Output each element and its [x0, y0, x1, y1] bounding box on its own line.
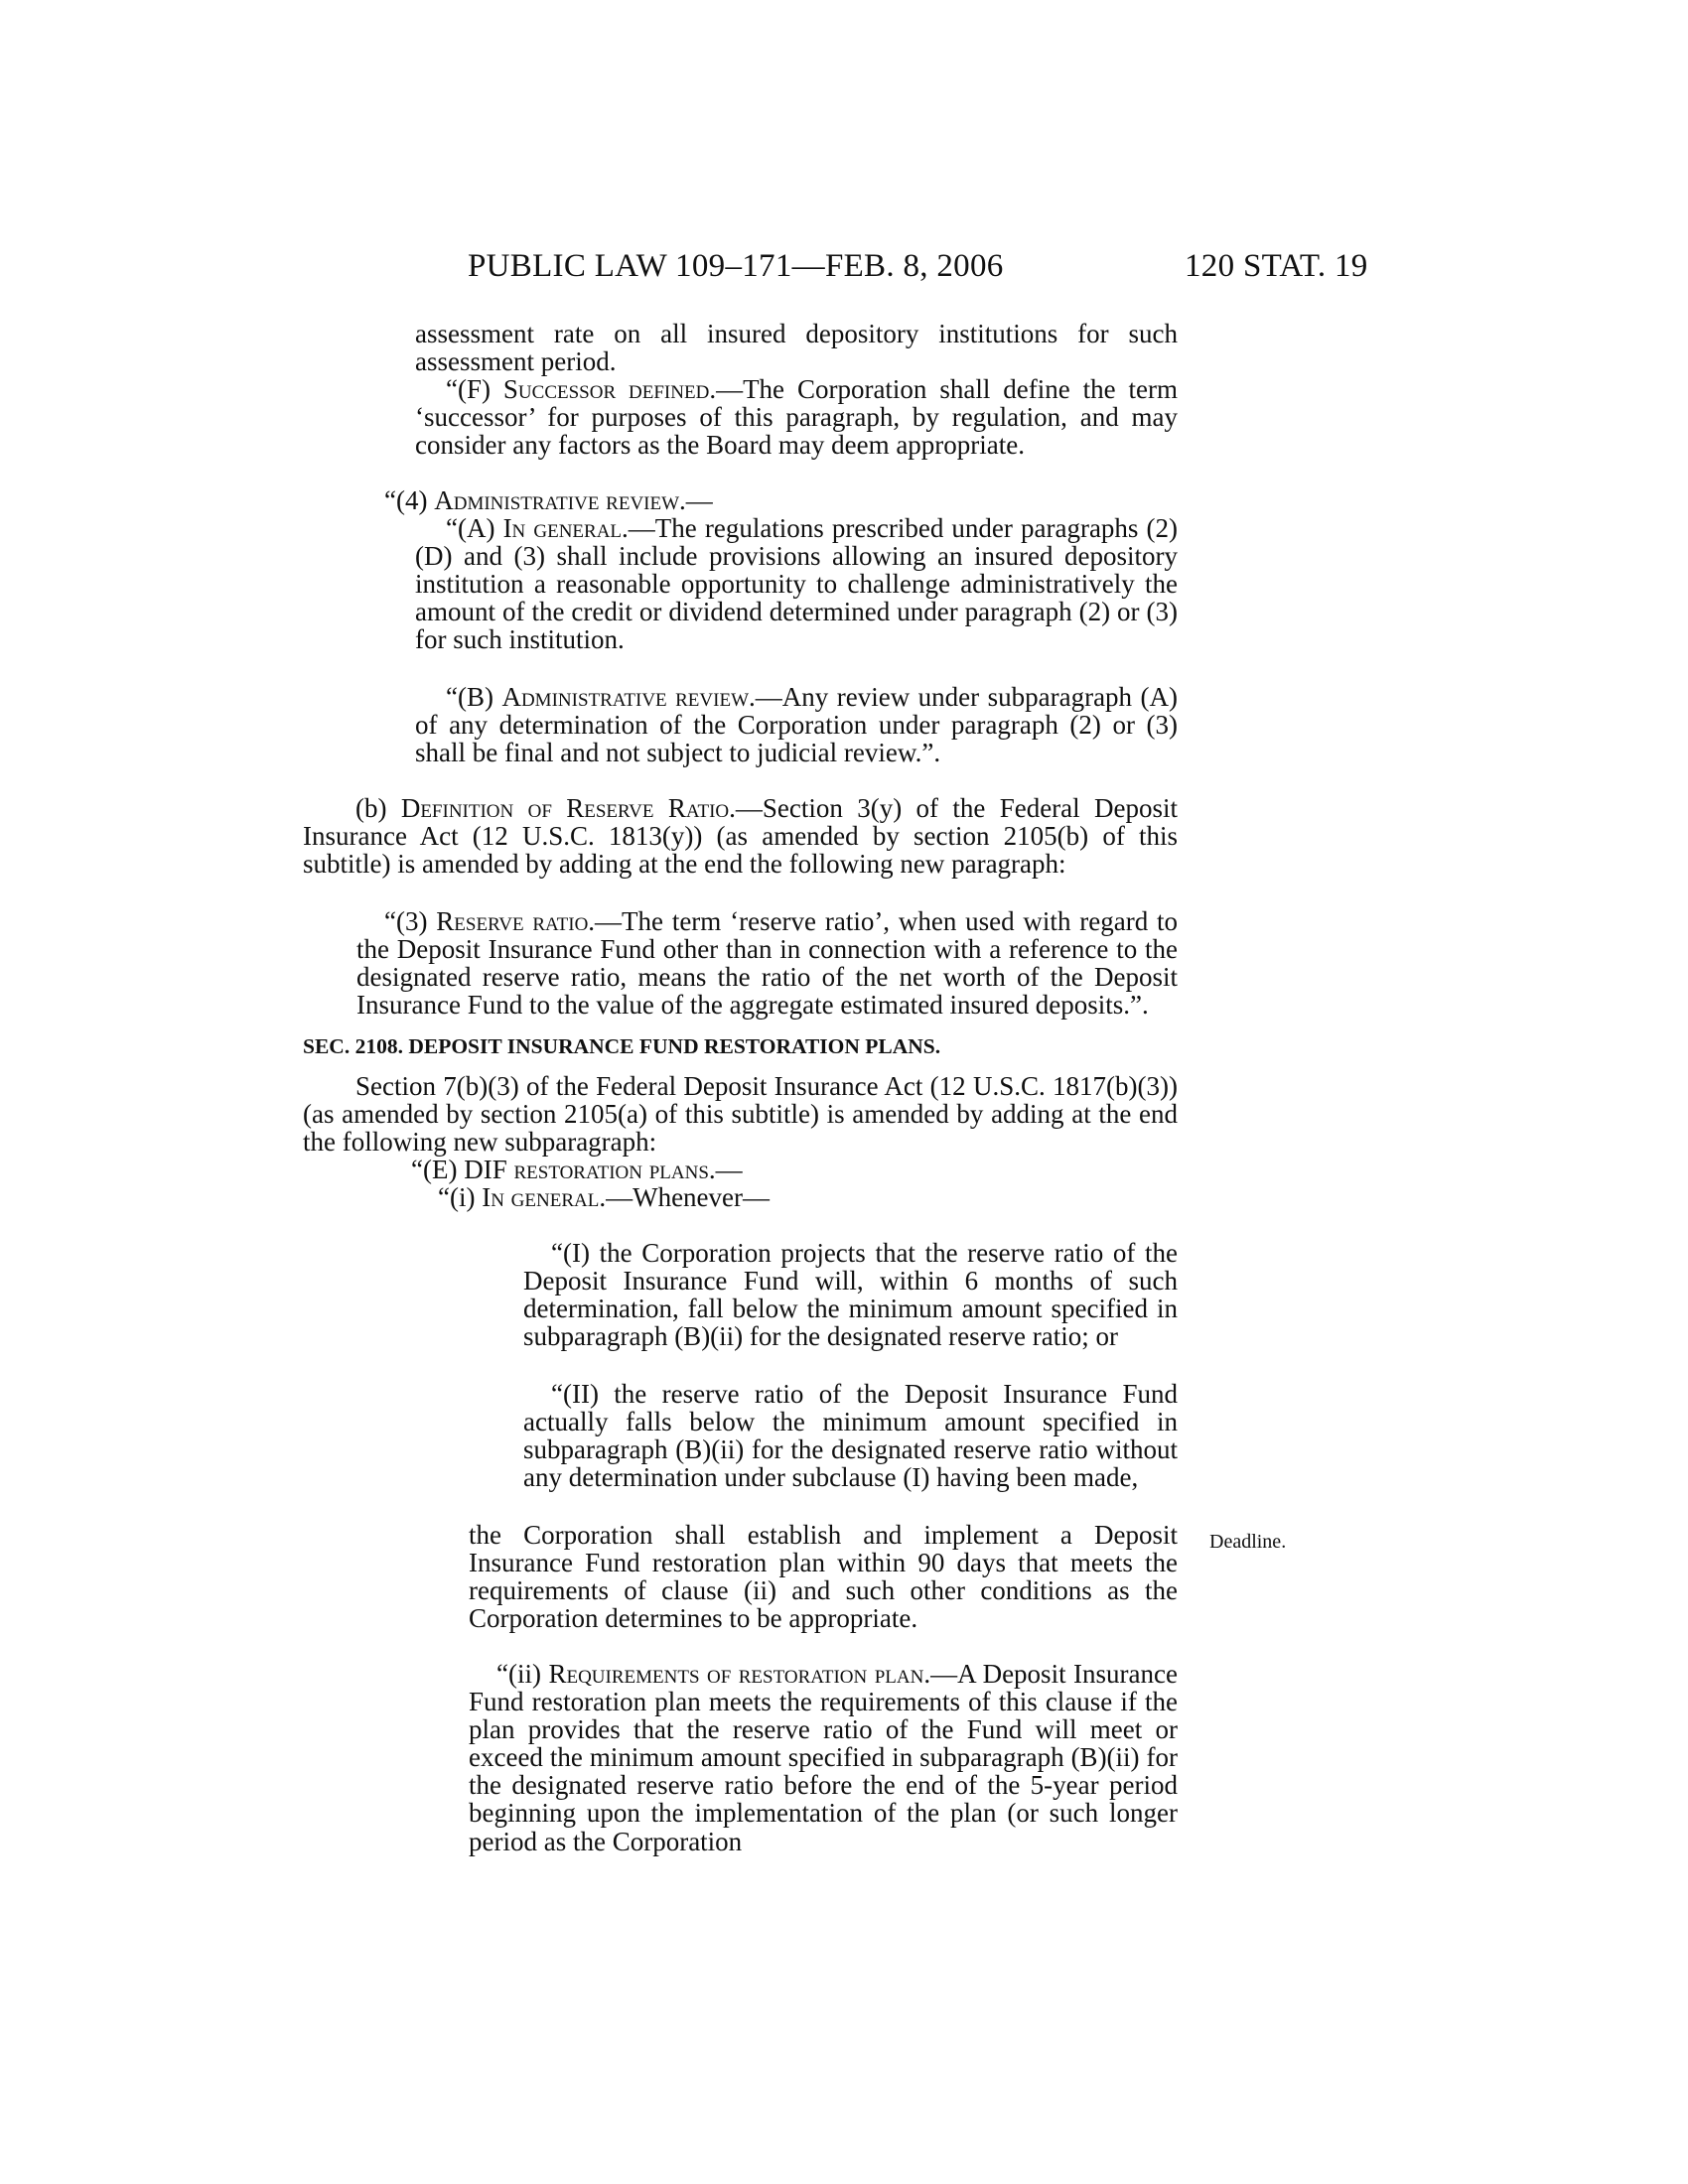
- paragraph-in-general-a: “(A) In general.—The regulations prescribed under paragraphs (2)(D) and (3) shall include provisions allowing an insured depository institution a reasonable opportunity to challenge administratively the amount of the credit or dividend determined under paragraph (2) or (3) for such institution.: [415, 513, 1179, 655]
- paragraph-requirements-restoration-plan: “(ii) Requirements of restoration plan.—A Deposit Insurance Fund restoration plan meets the requirements of this clause if the plan provides that the reserve ratio of the Fund will meet or exceed the minimum amount specified in subparagraph (B)(ii) for the designated reserve ratio before the end of the 5-year period beginning upon the implementation of the plan (or such longer period as the Corporation: [469, 1659, 1178, 1856]
- margin-note-deadline: Deadline.: [1209, 1531, 1287, 1553]
- paragraph-administrative-review: “(4) Administrative review.—: [384, 485, 713, 515]
- paragraph-dif-restoration-plans: “(E) DIF restoration plans.—: [411, 1155, 743, 1184]
- page-number: 120 STAT. 19: [1185, 248, 1368, 284]
- paragraph-continuation: assessment rate on all insured depository institutions for such assessment period.: [415, 319, 1178, 377]
- paragraph-administrative-review-b: “(B) Administrative review.—Any review under subparagraph (A) of any determination of the Corporation under paragraph (2) or (3) shall be final and not subject to judicial review.”.: [415, 682, 1179, 768]
- paragraph-reserve-ratio-3: “(3) Reserve ratio.—The term ‘reserve ratio’, when used with regard to the Deposit Insurance Fund other than in connection with a reference to the designated reserve ratio, means the ratio of the net worth of the Deposit Insurance Fund to the value of the aggregate estimated insured deposits.”.: [356, 906, 1178, 1021]
- paragraph-subclause-i: “(I) the Corporation projects that the reserve ratio of the Deposit Insurance Fund will, within 6 months of such determination, fall below the minimum amount specified in subparagraph (B)(ii) for the designated reserve ratio; or: [523, 1238, 1178, 1352]
- paragraph-successor-defined: “(F) Successor defined.—The Corporation shall define the term ‘successor’ for purposes of this paragraph, by regulation, and may consider any factors as the Board may deem appropriate.: [415, 374, 1178, 461]
- paragraph-definition-reserve-ratio: (b) Definition of Reserve Ratio.—Section 3(y) of the Federal Deposit Insurance Act (12 U.S.C. 1813(y)) (as amended by section 2105(b) of this subtitle) is amended by adding at the end the following new paragraph:: [303, 793, 1178, 880]
- running-header: PUBLIC LAW 109–171—FEB. 8, 2006: [468, 248, 1004, 284]
- paragraph-subclause-ii: “(II) the reserve ratio of the Deposit Insurance Fund actually falls below the minimum amount specified in subparagraph (B)(ii) for the designated reserve ratio without any determination under subclause (I) having been made,: [523, 1379, 1178, 1493]
- paragraph-corporation-shall: the Corporation shall establish and implement a Deposit Insurance Fund restoration plan within 90 days that meets the requirements of clause (ii) and such other conditions as the Corporation determines to be appropriate.: [469, 1520, 1178, 1634]
- section-heading: SEC. 2108. DEPOSIT INSURANCE FUND RESTORATION PLANS.: [303, 1034, 941, 1058]
- paragraph-in-general-i: “(i) In general.—Whenever—: [438, 1182, 771, 1212]
- paragraph-section-body: Section 7(b)(3) of the Federal Deposit Insurance Act (12 U.S.C. 1817(b)(3)) (as amended by section 2105(a) of this subtitle) is amended by adding at the end the following new subparagraph:: [303, 1071, 1178, 1158]
